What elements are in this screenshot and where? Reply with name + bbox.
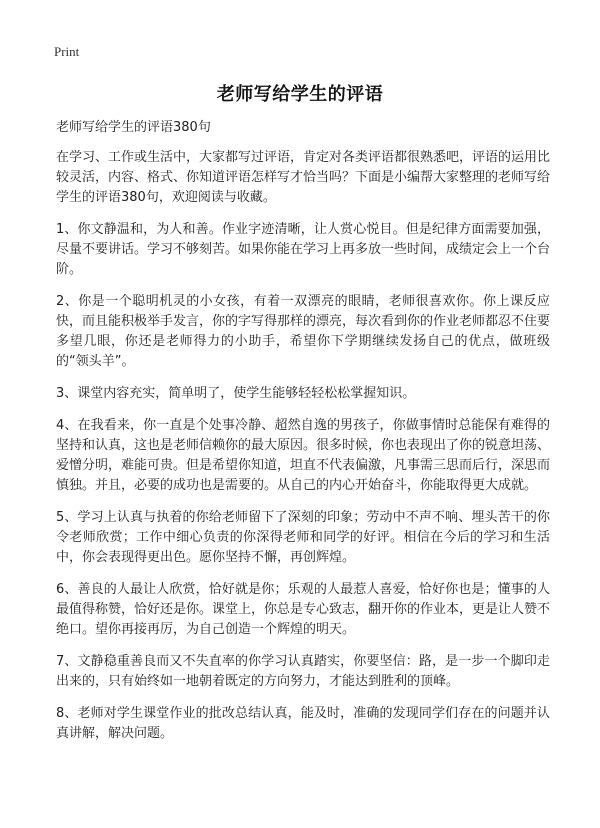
comment-item-5: 5、学习上认真与执着的你给老师留下了深刻的印象；劳动中不声不响、埋头苦干的你令老师欣赏；工作中细心负责的你深得老师和同学的好评。相信在今后的学习和生活中，你会表现得更出色。愿你坚持不懈，再创辉煌。 [56, 510, 550, 565]
comment-item-3: 3、课堂内容充实，简单明了，使学生能够轻轻松松掌握知识。 [56, 386, 416, 401]
comment-item-6: 6、善良的人最让人欣赏，恰好就是你；乐观的人最惹人喜爱，恰好你也是；懂事的人最值得称赞，恰好还是你。课堂上，你总是专心致志，翻开你的作业本，更是让人赞不绝口。望你再接再厉，为自己创造一个辉煌的明天。 [56, 582, 551, 637]
comment-item-8: 8、老师对学生课堂作业的批改总结认真，能及时，准确的发现同学们存在的问题并认真讲解，解决问题。 [56, 706, 550, 741]
page-title: 老师写给学生的评语 [216, 84, 384, 105]
print-link[interactable]: Print [54, 44, 80, 59]
article-body [56, 118, 550, 756]
comment-item-1: 1、你文静温和，为人和善。作业字迹清晰，让人赏心悦目。但是纪律方面需要加强，尽量不要讲话。学习不够刻苦。如果你能在学习上再多放一些时间，成绩定会上一个台阶。 [56, 222, 551, 277]
comment-item-4: 4、在我看来，你一直是个处事冷静、超然自逸的男孩子，你做事情时总能保有难得的坚持和认真，这也是老师信赖你的最大原因。很多时候，你也表现出了你的锐意坦荡、爱憎分明，难能可贵。但是希望你知道，坦直不代表偏激，凡事需三思而后行，深思而慎独。并且，必要的成功也是需要的。从自己的内心开始奋斗，你能取得更大成就。 [56, 418, 551, 493]
comment-item-7: 7、文静稳重善良而又不失直率的你学习认真踏实，你要坚信：路，是一步一个脚印走出来的，只有始终如一地朝着既定的方向努力，才能达到胜利的顶峰。 [56, 654, 550, 689]
intro-paragraph: 在学习、工作或生活中，大家都写过评语，肯定对各类评语都很熟悉吧，评语的运用比较灵活，内容、格式、你知道评语怎样写才恰当吗？下面是小编帮大家整理的老师写给学生的评语380句，欢迎阅读与收藏。 [56, 150, 551, 205]
comment-item-2: 2、你是一个聪明机灵的小女孩，有着一双漂亮的眼睛，老师很喜欢你。你上课反应快，而且能积极举手发言，你的字写得那样的漂亮，每次看到你的作业老师都忍不住要多望几眼，你还是老师得力的小助手，希望你下学期继续发扬自己的优点，做班级的“领头羊”。 [56, 294, 551, 369]
subtitle: 老师写给学生的评语380句 [56, 120, 211, 135]
